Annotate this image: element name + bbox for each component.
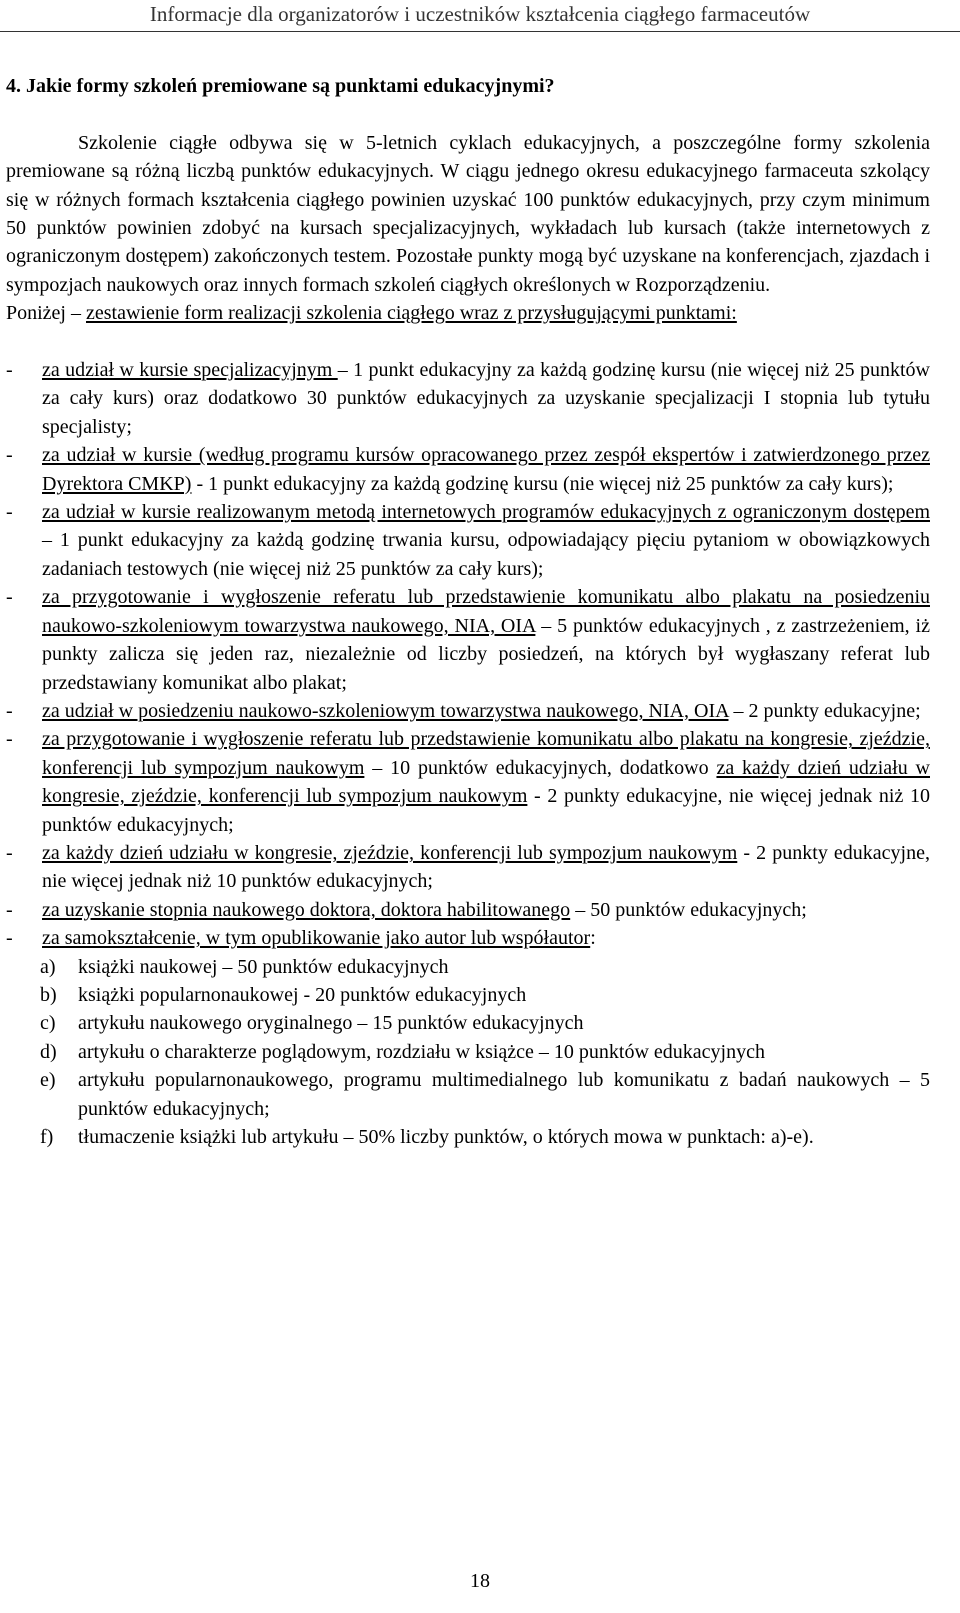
item-underlined-text-2: za każdy dzień udziału w kongresie, zjeździe, konferencji lub sympozjum naukowym bbox=[42, 756, 930, 808]
section-heading: 4. Jakie formy szkoleń premiowane są punktami edukacyjnymi? bbox=[6, 75, 555, 97]
sublist-marker: c) bbox=[40, 1012, 56, 1035]
sublist-text: artykułu naukowego oryginalnego – 15 punktów edukacyjnych bbox=[78, 1012, 584, 1035]
item-text: - 1 punkt edukacyjny za każdą godzinę kursu (nie więcej niż 25 punktów za cały kurs); bbox=[191, 472, 894, 495]
item-underlined-text: za samokształcenie, w tym opublikowanie jako autor lub współautor bbox=[42, 927, 591, 950]
list-item bbox=[6, 839, 930, 896]
list-dash: - bbox=[6, 444, 13, 467]
spacer bbox=[6, 328, 930, 356]
list-intro-plain: Poniżej – bbox=[6, 302, 86, 325]
list-dash: - bbox=[6, 927, 13, 950]
item-text: – 1 punkt edukacyjny za każdą godzinę trwania kursu, odpowiadający pięciu pytaniom w obowiązkowych zadaniach testowych (nie więcej niż 25 punktów za cały kurs); bbox=[42, 529, 930, 580]
sublist-item bbox=[6, 1066, 930, 1123]
header-divider bbox=[0, 31, 960, 32]
sublist-text: książki naukowej – 50 punktów edukacyjnych bbox=[78, 955, 449, 978]
list-item bbox=[6, 924, 930, 1151]
item-underlined-text: za przygotowanie i wygłoszenie referatu lub przedstawienie komunikatu albo plakatu na kongresie, zjeździe, konferencji lub sympozjum naukowym bbox=[42, 728, 930, 779]
item-text: – 2 punkty edukacyjne; bbox=[728, 699, 921, 722]
list-item bbox=[6, 583, 930, 697]
item-text: – 1 punkt edukacyjny za każdą godzinę kursu (nie więcej niż 25 punktów za cały kurs) oraz dodatkowo 30 punktów edukacyjnych za uzyskanie specjalizacji I stopnia lub tytułu specjalisty; bbox=[42, 359, 930, 438]
sublist-marker: d) bbox=[40, 1040, 57, 1063]
sublist-text: artykułu popularnonaukowego, programu multimedialnego lub komunikatu z badań naukowych – 5 punktów edukacyjnych; bbox=[78, 1069, 930, 1120]
sublist-item bbox=[6, 1009, 930, 1037]
item-underlined-text: za udział w posiedzeniu naukowo-szkoleniowym towarzystwa naukowego, NIA, OIA bbox=[42, 699, 729, 722]
sublist-marker: b) bbox=[40, 983, 57, 1006]
item-text: : bbox=[590, 927, 596, 950]
list-dash: - bbox=[6, 699, 13, 722]
points-list bbox=[6, 356, 930, 1151]
list-item bbox=[6, 498, 930, 583]
list-item bbox=[6, 356, 930, 441]
item-underlined-text: za uzyskanie stopnia naukowego doktora, doktora habilitowanego bbox=[42, 898, 571, 921]
sublist-text: książki popularnonaukowej - 20 punktów edukacyjnych bbox=[78, 983, 527, 1006]
list-dash: - bbox=[6, 359, 13, 382]
item-underlined-text: za każdy dzień udziału w kongresie, zjeździe, konferencji lub sympozjum naukowym bbox=[42, 841, 738, 864]
item-text: – 50 punktów edukacyjnych; bbox=[570, 898, 807, 921]
running-header bbox=[0, 0, 960, 31]
self-study-sublist bbox=[6, 953, 930, 1152]
item-text: – 10 punktów edukacyjnych, dodatkowo bbox=[364, 756, 717, 779]
list-dash: - bbox=[6, 501, 13, 524]
list-dash: - bbox=[6, 898, 13, 921]
list-dash: - bbox=[6, 841, 13, 864]
item-text: - 2 punkty edukacyjne, nie więcej jednak niż 10 punktów edukacyjnych; bbox=[42, 841, 930, 893]
sublist-text: tłumaczenie książki lub artykułu – 50% liczby punktów, o których mowa w punktach: a)-e). bbox=[78, 1126, 814, 1148]
sublist-text: artykułu o charakterze poglądowym, rozdziału w książce – 10 punktów edukacyjnych bbox=[78, 1040, 765, 1063]
sublist-item bbox=[6, 953, 930, 981]
sublist-marker: f) bbox=[40, 1126, 54, 1148]
item-underlined-text: za przygotowanie i wygłoszenie referatu lub przedstawienie komunikatu albo plakatu na posiedzeniu naukowo-szkoleniowym towarzystwa naukowego, NIA, OIA bbox=[42, 586, 930, 637]
list-item bbox=[6, 896, 930, 924]
page-content bbox=[6, 72, 930, 1151]
list-intro-underlined: zestawienie form realizacji szkolenia ciągłego wraz z przysługującymi punktami: bbox=[86, 302, 737, 325]
list-dash: - bbox=[6, 728, 13, 751]
list-item bbox=[6, 441, 930, 498]
sublist-item bbox=[6, 981, 930, 1009]
list-item bbox=[6, 725, 930, 839]
sublist-item bbox=[6, 1123, 930, 1151]
sublist-marker: e) bbox=[40, 1069, 56, 1092]
item-underlined-text: za udział w kursie specjalizacyjnym bbox=[42, 359, 338, 382]
item-text-2: - 2 punkty edukacyjne, nie więcej jednak niż 10 punktów edukacyjnych; bbox=[42, 785, 930, 836]
list-item bbox=[6, 697, 930, 725]
header-title: Informacje dla organizatorów i uczestników kształcenia ciągłego farmaceutów bbox=[149, 2, 811, 26]
intro-paragraph: Szkolenie ciągłe odbywa się w 5-letnich cyklach edukacyjnych, a poszczególne formy szkolenia premiowane są różną liczbą punktów edukacyjnych. W ciągu jednego okresu edukacyjnego farmaceuta szkolący się w różnych formach kształcenia ciągłego powinien uzyskać 100 punktów edukacyjnych, przy czym minimum 50 punktów powinien zdobyć na kursach specjalizacyjnych, wykładach lub kursach (także internetowych z ograniczonym dostępem) zakończonych testem. Pozostałe punkty mogą być uzyskane na konferencjach, zjazdach i sympozjach naukowych oraz innych formach szkoleń ciągłych określonych w Rozporządzeniu. bbox=[6, 131, 930, 296]
item-underlined-text: za udział w kursie realizowanym metodą internetowych programów edukacyjnych z ograniczonym dostępem bbox=[42, 501, 930, 524]
list-intro bbox=[6, 299, 930, 327]
item-text: – 5 punktów edukacyjnych , z zastrzeżeniem, iż punkty zalicza się jeden raz, niezależnie od liczby posiedzeń, na których był wygłaszany referat lub przedstawiany komunikat albo plakat; bbox=[42, 614, 930, 694]
page-number: 18 bbox=[470, 1570, 490, 1592]
sublist-marker: a) bbox=[40, 955, 56, 978]
list-dash: - bbox=[6, 586, 13, 609]
sublist-item bbox=[6, 1038, 930, 1066]
spacer bbox=[6, 100, 930, 128]
item-underlined-text: za udział w kursie (według programu kursów opracowanego przez zespół ekspertów i zatwierdzonego przez Dyrektora CMKP) bbox=[42, 444, 930, 495]
